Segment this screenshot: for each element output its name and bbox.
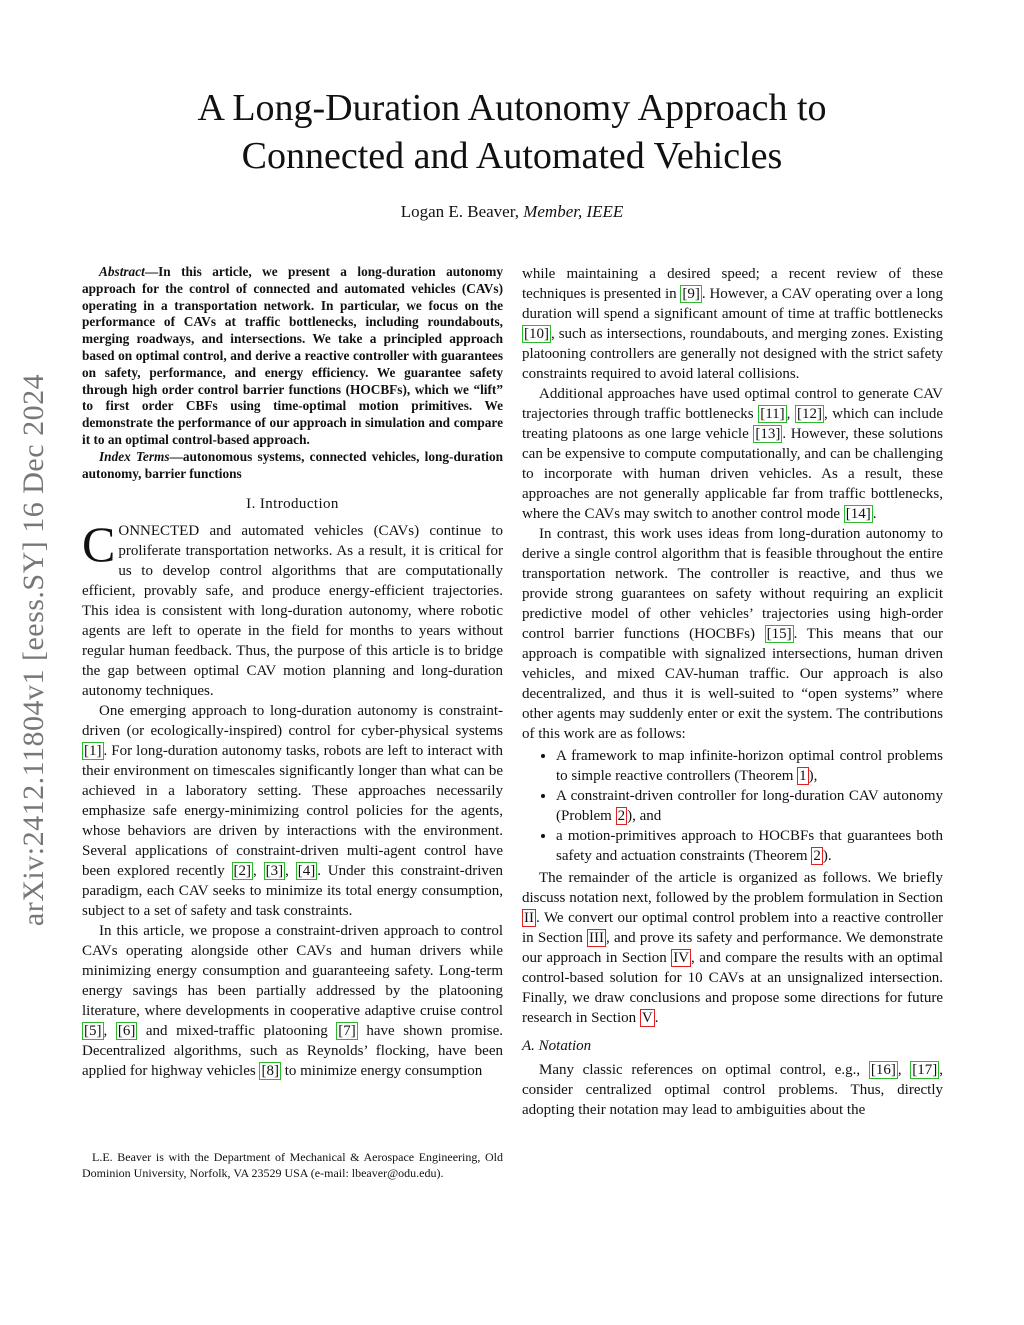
right-p5-text-a: Many classic references on optimal control, e.g., (539, 1062, 869, 1078)
citation-link[interactable]: [4] (297, 863, 316, 880)
intro-paragraph-2: One emerging approach to long-duration autonomy is constraint-driven (or ecologically-inspired) control for cyber-physical systems [1] . For long-duration autonomy tasks, robots are left to interact with their environment on timescales significantly longer than what can be achieved in a laboratory setting. These approaches necessarily emphasize safe energy-minimizing control policies for the agents, whose behaviors are driven by interactions with the environment. Several applications of constraint-driven multi-agent control have been explored recently [2] , [3] , [4] . Under this constraint-driven paradigm, each CAV seeks to minimize its total energy consumption, subject to a set of safety and task constraints. (82, 703, 504, 920)
citation-link[interactable]: [5] (84, 1023, 102, 1040)
author-name: Logan E. Beaver, (400, 202, 519, 221)
bullet-1-text-a: A framework to map infinite-horizon optimal control problems to simple reactive controllers (Theorem (556, 748, 943, 784)
intro-paragraph-3: In this article, we propose a constraint-driven approach to control CAVs operating alongside other CAVs and human drivers while minimizing energy consumption and guaranteeing safety. Long-term energy savings has been partially addressed by the platooning literature, where developments in cooperative adaptive cruise control [5] , [6] and mixed-traffic platooning [7] have shown promise. Decentralized algorithms, such as Reynolds’ flocking, have been applied for highway vehicles [8] to minimize energy consumption (82, 923, 504, 1080)
intro-p3-text-a: In this article, we propose a constraint-driven approach to control CAVs operating alongside other CAVs and human drivers while minimizing energy consumption and guaranteeing safety. Long-term energy savings has been partially addressed by the platooning literature, where developments in cooperative adaptive cruise control (82, 923, 503, 1020)
right-p3-text-a: In contrast, this work uses ideas from long-duration autonomy to derive a single control algorithm that is feasible throughout the entire transportation network. The controller is reactive, and thus we provide strong guarantees on safety without requiring an explicit predictive model of other vehicles’ trajectories using high-order control barrier functions (HOCBFs) (522, 526, 943, 642)
index-terms (82, 449, 503, 483)
citation-link[interactable]: [9] (682, 286, 700, 302)
right-p3-text-b: . This means that our approach is compatible with signalized intersections, human driven vehicles, and mixed CAV-human traffic. Our approach is also decentralized, and thus it is well-suited to “open systems” where other agents may suddenly enter or exit the system. The contributions of this work are as follows: (522, 626, 943, 742)
right-p2-text-d: . (872, 506, 877, 522)
footnote (82, 1150, 503, 1181)
subsection-heading-notation: A. Notation (522, 1038, 592, 1054)
title-line-1: A Long-Duration Autonomy Approach to (197, 87, 827, 129)
right-p2-text-b: , which can include treating platoons as one large vehicle (522, 406, 944, 442)
left-column (82, 264, 503, 1081)
right-p4-text-e: . (654, 1010, 659, 1026)
citation-link[interactable]: [11] (760, 406, 785, 422)
paper-title (100, 84, 924, 180)
citation-link[interactable]: [10] (524, 326, 549, 342)
right-paragraph-3 (522, 524, 943, 744)
right-p4-text-c: , and prove its safety and performance. We demonstrate our approach in Section (522, 930, 943, 966)
drop-cap: C (82, 516, 116, 573)
citation-link[interactable]: [2] (233, 863, 252, 880)
section-link[interactable]: IV (673, 950, 690, 966)
bullet-2-text-a: A constraint-driven controller for long-duration CAV autonomy (Problem (556, 788, 943, 824)
intro-p2-text-c: . Under this constraint-driven paradigm, each CAV seeks to minimize its total energy consumption, subject to a set of safety and task constraints. (82, 863, 504, 920)
list-item (556, 826, 943, 866)
right-paragraph-5: Many classic references on optimal control, e.g., [16] , [17] , consider centralized optimal control problems. Thus, directly adopting their notation may lead to ambiguities about the (522, 1062, 944, 1118)
citation-link[interactable]: [1] (84, 743, 102, 760)
right-paragraph-4 (522, 868, 943, 1028)
theorem-link[interactable]: 2 (813, 848, 821, 864)
right-column (522, 264, 943, 1120)
bullet-3-text-a: a motion-primitives approach to HOCBFs that guarantees both safety and actuation constraints (Theorem (556, 828, 943, 864)
citation-link[interactable]: [3] (265, 863, 284, 880)
section-link[interactable]: II (524, 910, 534, 926)
citation-link[interactable]: [12] (796, 406, 822, 422)
title-line-2: Connected and Automated Vehicles (241, 135, 783, 177)
right-p5-text-b: , consider centralized optimal control problems. Thus, directly adopting their notation may lead to ambiguities about the (522, 1062, 944, 1118)
citation-link[interactable]: [15] (766, 626, 792, 642)
abstract-label: Abstract (99, 264, 145, 279)
citation-link[interactable]: [13] (755, 426, 781, 442)
problem-link[interactable]: 2 (617, 808, 626, 824)
intro-paragraph-1 (82, 516, 503, 701)
section-link[interactable]: III (589, 930, 605, 946)
contributions-list (522, 746, 943, 866)
right-p4-text-d: , and compare the results with an optimal control-based solution for 10 CAVs at an unsignalized intersection. Finally, we draw conclusions and propose some directions for future research in Section (522, 950, 944, 1026)
bullet-2-text-b: ), and (627, 808, 662, 824)
right-p2-text-a: Additional approaches have used optimal control to generate CAV trajectories through traffic bottlenecks (522, 386, 943, 422)
intro-p1-text: ONNECTED and automated vehicles (CAVs) continue to proliferate transportation networks. As a result, it is critical for us to develop control algorithms that are computationally efficient, provably safe, and produce energy-efficient trajectories. This idea is consistent with long-duration autonomy, where robotic agents are left to operate in the field for months to years without regular human feedback. Thus, the purpose of this article is to bridge the gap between optimal CAV motion planning and long-duration autonomy techniques. (82, 523, 503, 700)
right-paragraph-2: Additional approaches have used optimal control to generate CAV trajectories through traffic bottlenecks [11] , [12] , which can include treating platoons as one large vehicle [13] . However, these solutions can be expensive to compute computationally, and can be challenging to incorporate with human driven vehicles. As a result, these approaches are not generally applicable far from traffic bottlenecks, where the CAVs may switch to another control mode [14] . (522, 386, 944, 522)
author-line (100, 202, 924, 222)
section-link[interactable]: V (641, 1010, 653, 1026)
right-p2-text-c: . However, these solutions can be expensive to compute computationally, and can be challenging to incorporate with human driven vehicles. As a result, these approaches are not generally applicable far from traffic bottlenecks, where the CAVs may switch to another control mode (522, 426, 944, 522)
arxiv-identifier: arXiv:2412.11804v1 [eess.SY] 16 Dec 2024 (17, 373, 50, 927)
list-item (556, 746, 943, 786)
right-p4-text-b: . We convert our optimal control problem into a reactive controller in Section (522, 910, 943, 946)
intro-p2-text-b: . For long-duration autonomy tasks, robots are left to interact with their environment on timescales significantly longer than what can be achieved in a laboratory setting. These approaches necessarily emphasize safe energy-minimizing control policies for the agents, whose behaviors are driven by interactions with the environment. Several applications of constraint-driven multi-agent control have been explored recently (82, 743, 503, 880)
right-p4-text-a: The remainder of the article is organized as follows. We briefly discuss notation next, followed by the problem formulation in Section (522, 870, 943, 906)
citation-link[interactable]: [14] (845, 506, 871, 522)
intro-p3-text-d: to minimize energy consumption (280, 1063, 483, 1080)
right-p1-text-a: while maintaining a desired speed; a recent review of these techniques is presented in (522, 266, 943, 302)
citation-link[interactable]: [6] (117, 1023, 136, 1040)
arxiv-sidebar (8, 330, 60, 970)
index-terms-label: Index Terms (99, 448, 170, 464)
theorem-link[interactable]: 1 (799, 768, 807, 784)
intro-p3-text-b: and mixed-traffic platooning (137, 1023, 337, 1040)
index-terms-text: —autonomous systems, connected vehicles, long-duration autonomy, barrier functions (82, 448, 503, 481)
abstract-text: —In this article, we present a long-duration autonomy approach for the control of connected and automated vehicles (CAVs) operating in a transportation network. In particular, we focus on the performance of CAVs at traffic bottlenecks, including roundabouts, merging roadways, and intersections. We take a principled approach based on optimal control, and derive a reactive controller with guarantees on safety, performance, and energy efficiency. We guarantee safety through high order control barrier functions (HOCBFs), which we “lift” to first order CBFs using time-optimal motion primitives. We demonstrate the performance of our approach in simulation and compare it to an optimal control-based approach. (82, 264, 503, 447)
intro-p2-text-a: One emerging approach to long-duration autonomy is constraint-driven (or ecologically-inspired) control for cyber-physical systems (82, 703, 503, 740)
citation-link[interactable]: [8] (261, 1063, 279, 1080)
bullet-1-text-b: ), (808, 768, 818, 784)
bullet-3-text-b: ). (822, 848, 832, 864)
intro-p3-text-c: have shown promise. Decentralized algorithms, such as Reynolds’ flocking, have been applied for highway vehicles (82, 1023, 504, 1080)
footnote-text: L.E. Beaver is with the Department of Mechanical & Aerospace Engineering, Old Dominion University, Norfolk, VA 23529 USA (e-mail: lbeaver@odu.edu). (82, 1150, 503, 1180)
right-p1-text-c: , such as intersections, roundabouts, and merging zones. Existing platooning controllers are generally not designed with the strict safety constraints required to avoid lateral collisions. (522, 326, 943, 382)
citation-link[interactable]: [7] (338, 1023, 356, 1040)
right-p1-text-b: . However, a CAV operating over a long duration will spend a significant amount of time at traffic bottlenecks (522, 286, 944, 322)
citation-link[interactable]: [16] (870, 1062, 896, 1078)
section-heading-introduction: I. Introduction (246, 496, 339, 513)
author-affiliation: Member, IEEE (523, 202, 624, 221)
abstract (82, 264, 503, 449)
right-paragraph-1 (522, 264, 943, 384)
list-item (556, 786, 943, 826)
citation-link[interactable]: [17] (912, 1062, 938, 1078)
